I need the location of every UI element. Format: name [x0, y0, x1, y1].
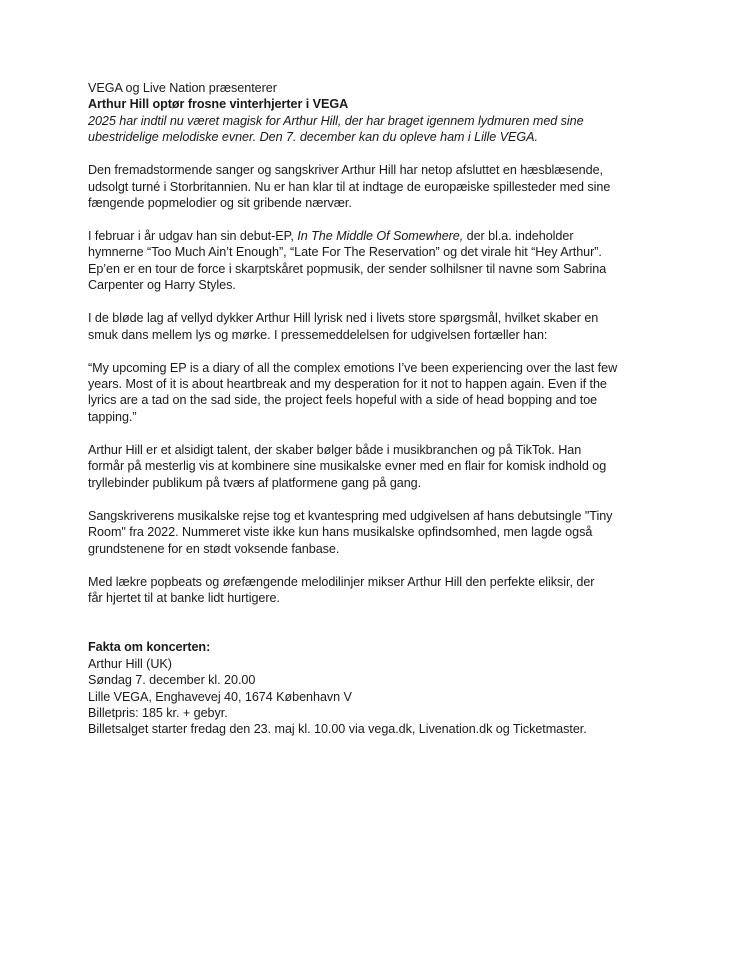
paragraph-quote [88, 360, 688, 426]
press-release-document [88, 80, 688, 738]
paragraph-line: formår på mesterlig vis at kombinere sine musikalske evner med en flair for komisk indhold og [88, 459, 607, 474]
quote-line: years. Most of it is about heartbreak and my desperation for it not to happen again. Even if the [88, 377, 607, 392]
paragraph-line: udsolgt turné i Storbritannien. Nu er han klar til at indtage de europæiske spillesteder med sine [88, 179, 611, 194]
paragraph-debut-ep [88, 228, 688, 294]
paragraph-line: tryllebinder publikum på tværs af platformene gang på gang. [88, 475, 422, 490]
paragraph-line: får hjertet til at banke lidt hurtigere. [88, 590, 280, 605]
paragraph-line: Ep’en er en tour de force i skarptskåret popmusik, der sender solhilsner til navne som Sabrina [88, 261, 607, 276]
paragraph-line: Med lækre popbeats og ørefængende melodilinjer mikser Arthur Hill den perfekte eliksir, der [88, 574, 595, 589]
paragraph-line: hymnerne “Too Much Ain’t Enough”, “Late For The Reservation” og det virale hit “Hey Arthur”. [88, 245, 602, 260]
headline: Arthur Hill optør frosne vinterhjerter i VEGA [88, 97, 349, 112]
paragraph-tour [88, 162, 688, 211]
quote-line: “My upcoming EP is a diary of all the complex emotions I’ve been experiencing over the last few [88, 360, 618, 375]
intro-line: ubestridelige melodiske evner. Den 7. december kan du opleve ham i Lille VEGA. [88, 130, 538, 145]
paragraph-line: Room" fra 2022. Nummeret viste ikke kun hans musikalske opfindsomhed, men lagde også [88, 525, 593, 540]
fact-ticket-sale: Billetsalget starter fredag den 23. maj kl. 10.00 via vega.dk, Livenation.dk og Ticketmaster. [88, 722, 587, 737]
paragraph-debut-single [88, 508, 688, 557]
paragraph-line: grundstenene for en stødt voksende fanbase. [88, 541, 340, 556]
fact-date: Søndag 7. december kl. 20.00 [88, 673, 256, 688]
paragraph-line: Arthur Hill er et alsidigt talent, der skaber bølger både i musikbranchen og på TikTok. Han [88, 442, 582, 457]
fact-price: Billetpris: 185 kr. + gebyr. [88, 705, 228, 720]
paragraph-talent [88, 442, 688, 491]
ep-title: In The Middle Of Somewhere, [297, 229, 464, 244]
facts-heading: Fakta om koncerten: [88, 640, 211, 655]
paragraph-line: Carpenter og Harry Styles. [88, 278, 236, 293]
ep-intro-text: I februar i år udgav han sin debut-EP, [88, 229, 298, 244]
paragraph-line: fængende popmelodier og sit gribende nærvær. [88, 196, 352, 211]
fact-artist: Arthur Hill (UK) [88, 656, 172, 671]
fact-venue: Lille VEGA, Enghavevej 40, 1674 København V [88, 689, 352, 704]
intro-line: 2025 har indtil nu været magisk for Arthur Hill, der har braget igennem lydmuren med sine [88, 113, 584, 128]
paragraph-line [88, 228, 688, 244]
paragraph-line: I de bløde lag af vellyd dykker Arthur Hill lyrisk ned i livets store spørgsmål, hvilket skaber en [88, 311, 599, 326]
presenter-line: VEGA og Live Nation præsenterer [88, 81, 277, 95]
quote-line: lyrics are a tad on the sad side, the project feels hopeful with a side of head bopping and toe [88, 393, 598, 408]
ep-intro-suffix: der bl.a. indeholder [463, 229, 574, 244]
press-release-header [88, 80, 688, 146]
paragraph-line: Den fremadstormende sanger og sangskriver Arthur Hill har netop afsluttet en hæsblæsende, [88, 163, 603, 178]
paragraph-line: smuk dans mellem lys og mørke. I pressemeddelelsen for udgivelsen fortæller han: [88, 327, 548, 342]
quote-line: tapping.” [88, 409, 137, 424]
paragraph-line: Sangskriverens musikalske rejse tog et kvantespring med udgivelsen af hans debutsingle "Tiny [88, 508, 613, 523]
concert-facts [88, 639, 688, 737]
paragraph-closing [88, 574, 688, 607]
paragraph-lyrics [88, 310, 688, 343]
